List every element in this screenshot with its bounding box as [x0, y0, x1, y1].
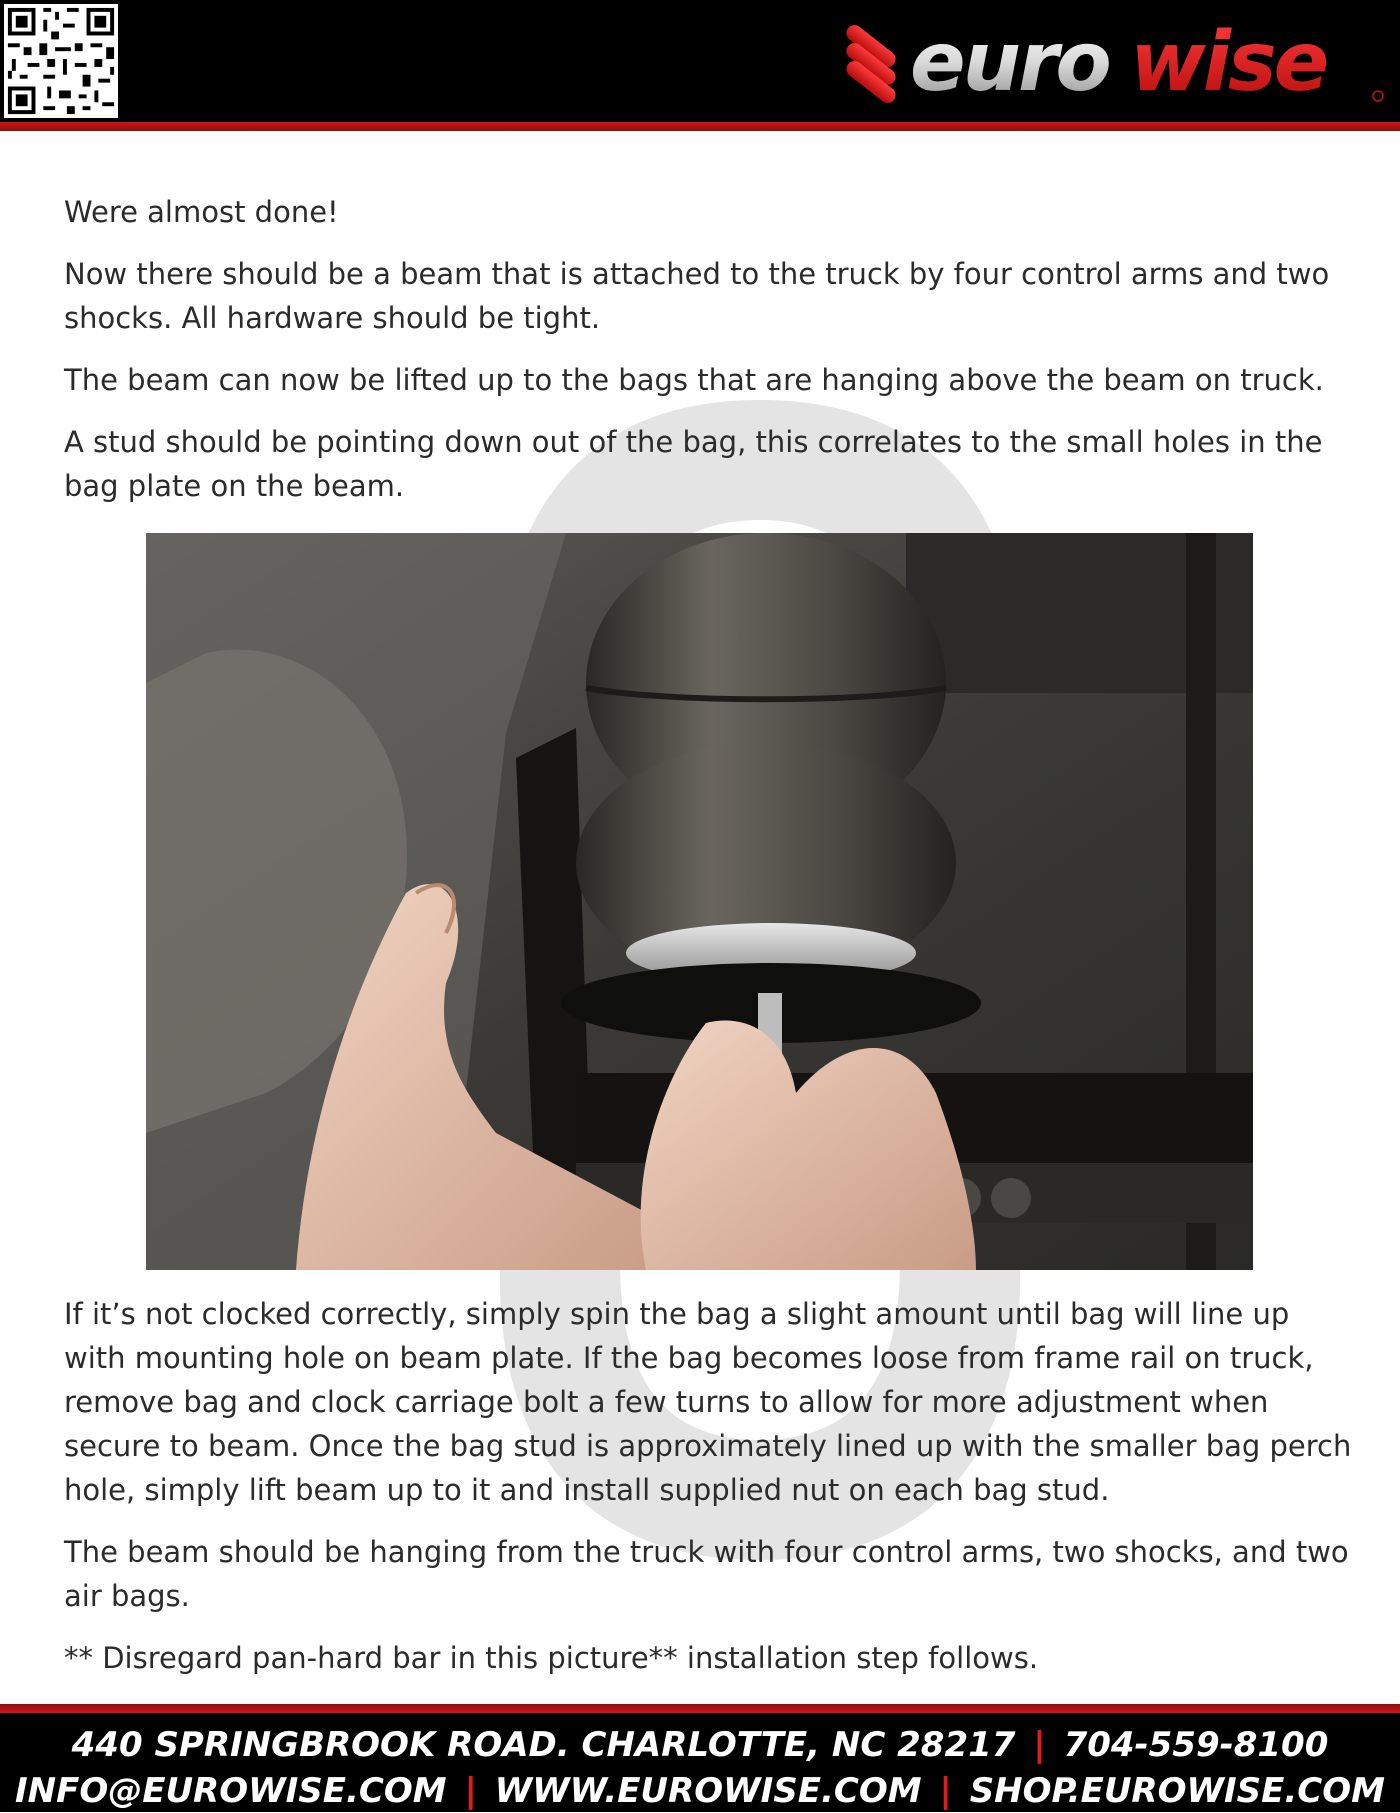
page-footer — [0, 1713, 1400, 1812]
footer-links-line — [0, 1769, 1400, 1813]
footer-shop-link[interactable]: SHOP.EUROWISE.COM — [969, 1771, 1385, 1811]
logo-emblem-icon — [843, 22, 899, 106]
footer-divider — [0, 1704, 1400, 1713]
paragraph-lift-beam: The beam can now be lifted up to the bags that are hanging above the beam on truck. — [64, 363, 1324, 397]
qr-code-icon[interactable] — [4, 4, 118, 118]
footer-website-link[interactable]: WWW.EUROWISE.COM — [494, 1771, 922, 1811]
footer-contact-line — [0, 1723, 1400, 1767]
paragraph-intro: Were almost done! — [64, 195, 339, 229]
svg-text:euro: euro — [910, 16, 1109, 108]
page-header — [0, 0, 1400, 122]
instructions-upper — [64, 190, 1344, 526]
installation-photo — [146, 533, 1253, 1270]
eurowise-logo[interactable] — [838, 16, 1386, 108]
svg-text:wise: wise — [1130, 16, 1327, 108]
paragraph-stud: A stud should be pointing down out of the bag, this correlates to the small holes in the bag plate on the beam. — [64, 425, 1323, 503]
footer-separator: | — [1033, 1725, 1046, 1765]
header-divider — [0, 122, 1400, 131]
footer-phone[interactable]: 704-559-8100 — [1063, 1725, 1329, 1765]
paragraph-disregard-note: ** Disregard pan-hard bar in this picture** installation step follows. — [64, 1641, 1039, 1675]
footer-address: 440 SPRINGBROOK ROAD. CHARLOTTE, NC 28217 — [71, 1725, 1016, 1765]
instructions-lower — [64, 1292, 1354, 1698]
footer-separator: | — [939, 1771, 952, 1811]
footer-email-link[interactable]: INFO@EUROWISE.COM — [14, 1771, 447, 1811]
paragraph-beam-attached: Now there should be a beam that is attached to the truck by four control arms and two shocks. All hardware should be tight. — [64, 257, 1330, 335]
footer-separator: | — [464, 1771, 477, 1811]
paragraph-beam-hanging: The beam should be hanging from the truck with four control arms, two shocks, and two air bags. — [64, 1535, 1349, 1613]
paragraph-clocking: If it’s not clocked correctly, simply spin the bag a slight amount until bag will line up with mounting hole on beam plate. If the bag becomes loose from frame rail on truck, remove bag and clock carriage bolt a few turns to allow for more adjustment when secure to beam. Once the bag stud is approximately lined up with the smaller bag perch hole, simply lift beam up to it and install supplied nut on each bag stud. — [64, 1297, 1352, 1507]
